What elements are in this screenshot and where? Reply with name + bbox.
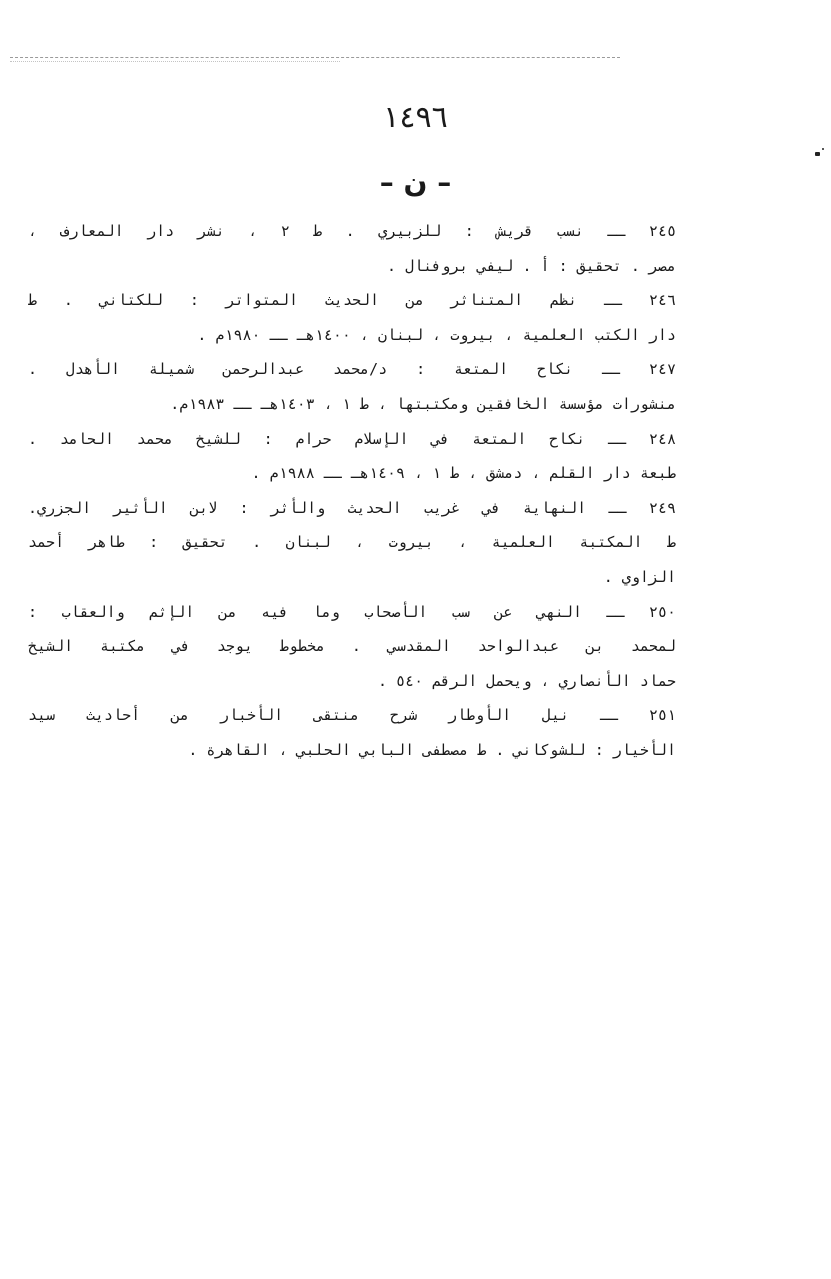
scan-speck [815,152,820,156]
bibliography-entry [28,595,676,699]
entry-line: مصر . تحقيق : أ . ليفي بروفنال . [387,256,676,275]
entry-line: ٢٤٨ ــ نكاح المتعة في الإسلام حرام : للشيخ محمد الحامد . [28,429,676,448]
entry-line: ٢٤٥ ــ نسب قريش : للزبيري . ط ٢ ، نشر دار المعارف ، [28,222,676,240]
bibliography-entries [28,214,676,768]
entry-line: الزاوي . [603,567,676,586]
entry-line: ٢٤٧ ــ نكاح المتعة : د/محمد عبدالرحمن شميلة الأهدل . [28,360,676,379]
bibliography-entry [28,352,676,421]
entry-line: منشورات مؤسسة الخافقين ومكتبتها ، ط ١ ، ١٤٠٣هـ ــ ١٩٨٣م. [170,394,676,413]
scan-speck [822,148,824,150]
bibliography-entry [28,422,676,491]
scan-edge-mark [10,61,340,62]
entry-line: ط المكتبة العلمية ، بيروت ، لبنان . تحقيق : طاهر أحمد [28,533,676,552]
entry-line: ٢٤٦ ــ نظم المتناثر من الحديث المتواتر : للكتاني . ط [28,291,676,310]
entry-line: حماد الأنصاري ، ويحمل الرقم ٥٤٠ . [377,671,676,690]
entry-line: ٢٤٩ ــ النهاية في غريب الحديث والأثر : لابن الأثير الجزري. [28,498,676,517]
entry-line: الأخيار : للشوكاني . ط مصطفى البابي الحلبي ، القاهرة . [188,740,676,759]
entry-line: ٢٥١ ــ نيل الأوطار شرح منتقى الأخبار من أحاديث سيد [28,706,676,725]
section-heading: – ن – [379,166,452,199]
entry-line: طبعة دار القلم ، دمشق ، ط ١ ، ١٤٠٩هـ ــ ١٩٨٨م . [251,464,676,483]
scan-edge-mark [10,57,620,60]
entry-line: لمحمد بن عبدالواحد المقدسي . مخطوط يوجد في مكتبة الشيخ [28,637,676,656]
bibliography-entry [28,698,676,767]
bibliography-entry [28,214,676,283]
entry-line: دار الكتب العلمية ، بيروت ، لبنان ، ١٤٠٠هـ ــ ١٩٨٠م . [197,325,676,344]
page-number: ١٤٩٦ [383,100,448,135]
entry-line: ٢٥٠ ــ النهي عن سب الأصحاب وما فيه من الإثم والعقاب : [28,602,676,621]
bibliography-entry [28,283,676,352]
bibliography-entry [28,491,676,595]
